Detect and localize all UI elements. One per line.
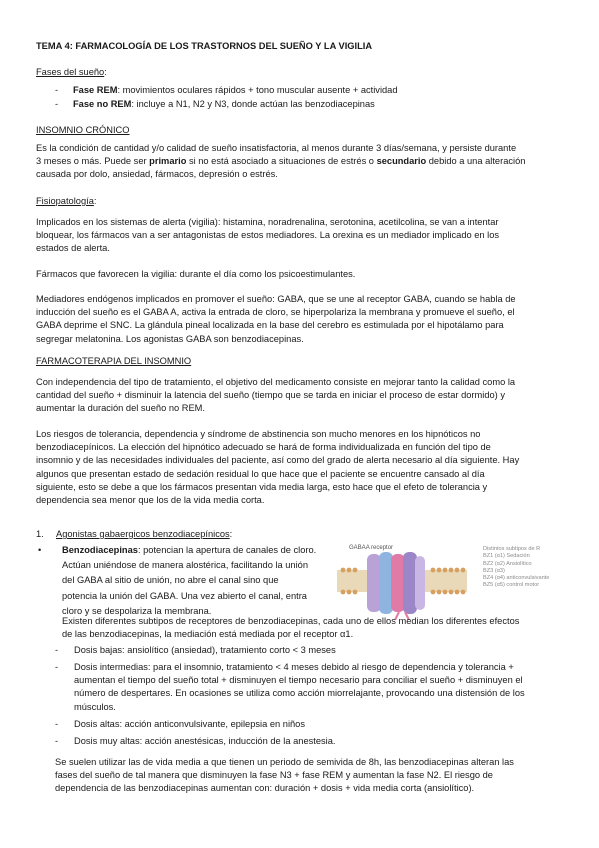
paragraph xyxy=(36,293,566,346)
paragraph xyxy=(36,428,566,507)
figure-legend xyxy=(483,546,549,590)
text-line: del GABA al sitio de unión, no abre el canal sino que xyxy=(62,575,279,586)
text-span: si no está asociado a situaciones de estrés o xyxy=(186,156,377,167)
heading-text: Fisiopatología xyxy=(36,196,94,206)
text-line: benzodiacepínicos. La elección del hipnótico adecuado se hará de forma individualizada en función del tipo de xyxy=(36,442,491,453)
section-heading-fases: Fases del sueño: xyxy=(36,67,107,77)
bold-term: Benzodiacepinas xyxy=(62,545,138,555)
section-heading-insomnio: INSOMNIO CRÓNICO xyxy=(36,125,130,135)
text-line: cloro y se despolariza la membrana. xyxy=(62,605,212,616)
text-line: Mediadores endógenos implicados en promover el sueño: GABA, que se une al receptor GABA, cuando se habla de xyxy=(36,294,516,304)
section-heading-fisio: Fisiopatología: xyxy=(36,196,97,206)
list-item-bold: Fase no REM xyxy=(73,99,132,109)
paragraph xyxy=(36,376,566,416)
text-line: Actúan uniéndose de manera alostérica, facilitando la unión xyxy=(62,560,309,571)
text-line: insomnio y de las necesidades individuales del paciente, así como del grado de alerta necesario al día siguiente. Hay xyxy=(36,455,520,466)
text-line: Los riesgos de tolerancia, dependencia y síndrome de abstinencia son mucho menores en los hipnóticos no xyxy=(36,429,481,439)
bold-term: secundario xyxy=(376,156,427,167)
text-line: siguiente, esto se debe a que los fármacos presentan vida media larga, esto hace que el efeto de tolerancia y xyxy=(36,481,488,492)
text-line xyxy=(36,155,566,168)
text-line: Es la condición de cantidad y/o calidad de sueño insatisfactoria, al menos durante 3 días/semana, y persiste durante xyxy=(36,143,517,153)
list-item: Dosis altas: acción anticonvulsivante, epilepsia en niños xyxy=(74,719,306,729)
list-number: 1. xyxy=(36,529,44,539)
heading-text: Agonistas gabaergicos benzodiacepínicos xyxy=(56,529,230,539)
list-item-text: : movimientos oculares rápidos + tono muscular ausente + actividad xyxy=(117,85,398,95)
legend-item: BZ2 (α2) Ansiolítico xyxy=(483,560,532,567)
text-line: cantidad del sueño + disminuir la latencia del sueño (tiempo que se tarda en iniciar el proceso de estar dormido) y xyxy=(36,390,505,401)
dash-marker: - xyxy=(55,736,59,746)
text-line: dependencia de las benzodiacepinas aumentan con: duración + dosis + vida media corta (ansiolítico). xyxy=(55,783,475,794)
gaba-receptor-illustration xyxy=(333,540,478,620)
bzd-paragraph xyxy=(62,544,337,618)
text-line: fases del sueño de tal manera que disminuyen la fase N3 + fase REM y aumentan la fase N2. El riesgo de xyxy=(55,770,493,781)
legend-item: BZ5 (α5) control motor xyxy=(483,582,540,589)
heading-text: Fases del sueño xyxy=(36,67,105,77)
text-span: : potencian la apertura de canales de cloro. xyxy=(137,545,317,555)
heading-colon: : xyxy=(229,529,233,539)
text-line: estados de alerta. xyxy=(36,243,110,254)
legend-item: BZ4 (α4) anticonvulsivante xyxy=(483,575,550,582)
dash-marker: - xyxy=(55,85,59,95)
text-span: 3 meses o más. Puede ser xyxy=(36,156,150,167)
receptor-subunits xyxy=(367,552,425,614)
text-line: causada por dolo, ansiedad, fármacos, depresión o estrés. xyxy=(36,169,278,180)
list-item: Dosis muy altas: acción anestésicas, inducción de la anestesia. xyxy=(74,736,336,746)
section-heading-farmaco: FARMACOTERAPIA DEL INSOMNIO xyxy=(36,356,192,366)
receptor-label: GABAA receptor xyxy=(349,545,394,551)
dash-marker: - xyxy=(55,645,59,655)
text-line: bloquear, los fármacos van a ser antagonistas de estos mediadores. La orexina es un mediador implicado en los xyxy=(36,230,500,241)
text-line: GABA deprime el SNC. La glándula pineal localizada en la base del cerebro es estimulada por el hipotálamo para xyxy=(36,320,504,331)
paragraph xyxy=(55,756,575,796)
text-line: aumentan el tiempo del sueño total + disminuyen el tiempo necesario para conciliar el sueño + disminuyen el xyxy=(74,675,523,686)
text-line: algunos que presentan estado de sedación residual lo que hace que el paciente se encuentre cansado al día xyxy=(36,468,485,479)
text-line: de las benzodiacepinas, la mediación está mediada por el receptor α1. xyxy=(62,629,354,640)
text-line: segregar melatonina. Los agonistas GABA son benzodiacepinas. xyxy=(36,333,304,344)
dash-marker: - xyxy=(55,662,59,672)
text-span: debido a una alteración xyxy=(426,156,526,167)
legend-item: BZ3 (α3) xyxy=(483,567,505,574)
text-line: Dosis intermedias: para el insomnio, tratamiento < 4 meses debido al riesgo de dependencia y tolerancia + xyxy=(74,662,514,672)
list-item xyxy=(74,661,574,714)
dash-marker: - xyxy=(55,99,59,109)
bullet-marker: • xyxy=(38,545,42,555)
text-line: Implicados en los sistemas de alerta (vigilia): histamina, noradrenalina, serotonina, acetilcolina, se van a intentar xyxy=(36,217,499,227)
bold-term: primario xyxy=(149,156,187,167)
document-title: TEMA 4: FARMACOLOGÍA DE LOS TRASTORNOS DEL SUEÑO Y LA VIGILIA xyxy=(36,41,373,51)
text-line: dependencia sea menor que los de la vida media corta. xyxy=(36,495,265,506)
dash-marker: - xyxy=(55,719,59,729)
gaba-receptor-figure xyxy=(333,540,569,620)
legend-item: BZ1 (α1) Sedación xyxy=(483,553,530,560)
text-line: Se suelen utilizar las de vida media a que tienen un periodo de semivida de 8h, las benzodiacepinas alteran las xyxy=(55,757,514,767)
text-line: número de despertares. En ocasiones se utiliza como acción miorrelajante, provocando una distensión de los xyxy=(74,688,525,699)
paragraph xyxy=(36,216,566,256)
legend-title: Distintos subtipos de R xyxy=(483,546,541,552)
paragraph: Fármacos que favorecen la vigilia: durante el día como los psicoestimulantes. xyxy=(36,269,356,279)
numbered-heading xyxy=(36,528,233,541)
paragraph xyxy=(62,615,572,641)
text-line: aumentar la duración del sueño no REM. xyxy=(36,403,205,414)
list-item-bold: Fase REM xyxy=(73,85,118,95)
list-item-text: : incluye a N1, N2 y N3, donde actúan las benzodiacepinas xyxy=(131,99,375,109)
text-line xyxy=(62,544,337,557)
text-line: Con independencia del tipo de tratamiento, el objetivo del medicamento consiste en mejorar tanto la calidad como la xyxy=(36,377,516,387)
list-item: Dosis bajas: ansiolítico (ansiedad), tratamiento corto < 3 meses xyxy=(74,645,336,655)
text-line: potencia la unión del GABA. Una vez abierto el canal, entra xyxy=(62,590,307,601)
text-line: músculos. xyxy=(74,701,116,712)
text-line: inducción del sueño es el GABA A, activa la entrada de cloro, se hiperpolariza la membrana y promueve el sueño, el xyxy=(36,307,515,318)
paragraph xyxy=(36,142,566,182)
text-line: Existen diferentes subtipos de receptores de benzodiacepinas, cada uno de ellos median los diferentes efectos xyxy=(62,616,520,626)
